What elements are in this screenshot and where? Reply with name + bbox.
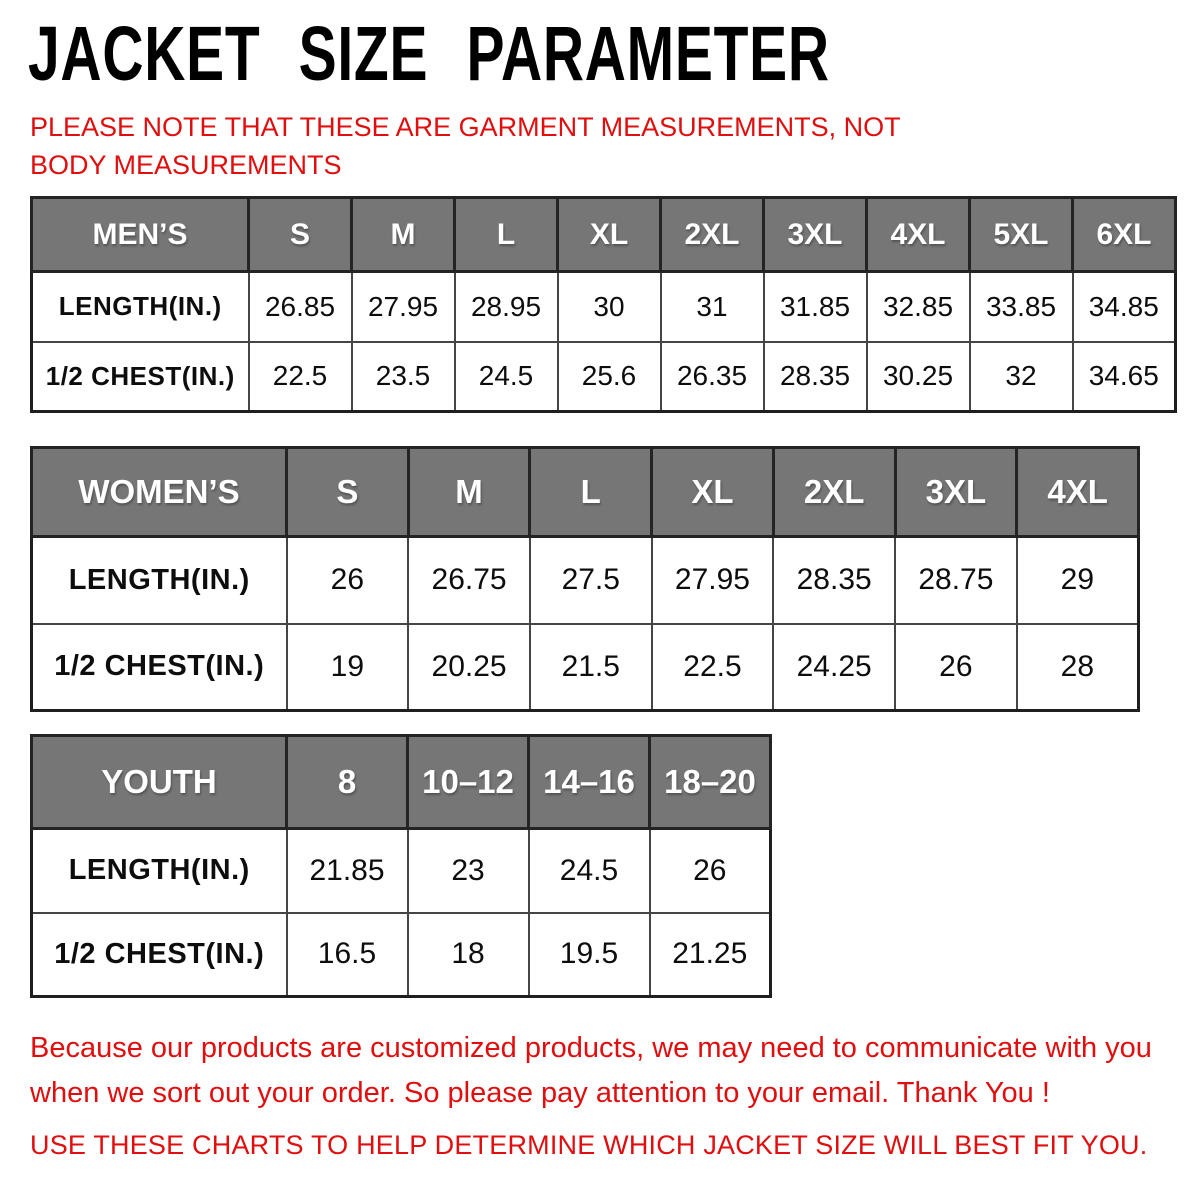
measure-cell: 27.5 (530, 537, 652, 624)
mens-table-title: MEN’S (32, 198, 249, 272)
measure-cell: 28 (1017, 624, 1139, 711)
measure-cell: 23 (408, 829, 529, 913)
youth-table-title: YOUTH (32, 736, 287, 829)
measure-cell: 21.85 (287, 829, 408, 913)
size-header: 4XL (867, 198, 970, 272)
measure-cell: 26 (650, 829, 771, 913)
measure-cell: 29 (1017, 537, 1139, 624)
size-header: 3XL (764, 198, 867, 272)
measure-cell: 34.65 (1073, 342, 1176, 412)
measure-cell: 19.5 (529, 913, 650, 997)
size-header: 2XL (773, 448, 895, 537)
row-label: LENGTH(IN.) (32, 829, 287, 913)
measure-cell: 26 (287, 537, 409, 624)
customization-notice: Because our products are customized products, we may need to communicate with you when we sort out your order. So please pay attention to your email. Thank You ! (30, 1032, 1152, 1109)
measure-cell: 24.5 (529, 829, 650, 913)
size-header: 10–12 (408, 736, 529, 829)
measure-cell: 32 (970, 342, 1073, 412)
measure-cell: 21.5 (530, 624, 652, 711)
measure-cell: 30 (558, 272, 661, 342)
measure-cell: 26.75 (408, 537, 530, 624)
measure-cell: 28.35 (773, 537, 895, 624)
size-header: XL (652, 448, 774, 537)
measure-cell: 26 (895, 624, 1017, 711)
page-title: JACKET SIZE PARAMETER (28, 11, 830, 97)
youth-header-row (32, 736, 771, 829)
size-header: 8 (287, 736, 408, 829)
measure-cell: 20.25 (408, 624, 530, 711)
measure-cell: 28.35 (764, 342, 867, 412)
measure-cell: 23.5 (352, 342, 455, 412)
mens-length-row (32, 272, 1176, 342)
measure-cell: 31 (661, 272, 764, 342)
row-label: LENGTH(IN.) (32, 537, 287, 624)
size-header: 14–16 (529, 736, 650, 829)
measure-cell: 22.5 (652, 624, 774, 711)
youth-length-row (32, 829, 771, 913)
youth-chest-row (32, 913, 771, 997)
womens-size-table (30, 446, 1140, 712)
womens-table-title: WOMEN’S (32, 448, 287, 537)
measure-cell: 27.95 (352, 272, 455, 342)
measure-cell: 26.35 (661, 342, 764, 412)
size-header: M (352, 198, 455, 272)
size-header: L (530, 448, 652, 537)
measure-cell: 31.85 (764, 272, 867, 342)
measure-cell: 16.5 (287, 913, 408, 997)
youth-size-table (30, 734, 772, 998)
measure-cell: 33.85 (970, 272, 1073, 342)
measure-cell: 22.5 (249, 342, 352, 412)
chart-usage-note: USE THESE CHARTS TO HELP DETERMINE WHICH JACKET SIZE WILL BEST FIT YOU. (30, 1130, 1148, 1160)
size-header: 3XL (895, 448, 1017, 537)
measure-cell: 25.6 (558, 342, 661, 412)
row-label: LENGTH(IN.) (32, 272, 249, 342)
size-header: M (408, 448, 530, 537)
size-header: 5XL (970, 198, 1073, 272)
womens-header-row (32, 448, 1139, 537)
measure-cell: 21.25 (650, 913, 771, 997)
row-label: 1/2 CHEST(IN.) (32, 624, 287, 711)
size-header: S (287, 448, 409, 537)
womens-length-row (32, 537, 1139, 624)
row-label: 1/2 CHEST(IN.) (32, 342, 249, 412)
size-header: XL (558, 198, 661, 272)
size-header: 18–20 (650, 736, 771, 829)
measure-cell: 18 (408, 913, 529, 997)
size-header: 6XL (1073, 198, 1176, 272)
mens-size-table (30, 196, 1177, 413)
size-header: 2XL (661, 198, 764, 272)
size-header: 4XL (1017, 448, 1139, 537)
measure-cell: 24.25 (773, 624, 895, 711)
measure-cell: 30.25 (867, 342, 970, 412)
row-label: 1/2 CHEST(IN.) (32, 913, 287, 997)
size-header: L (455, 198, 558, 272)
measure-cell: 28.75 (895, 537, 1017, 624)
measure-cell: 28.95 (455, 272, 558, 342)
measure-cell: 27.95 (652, 537, 774, 624)
garment-measurement-note: PLEASE NOTE THAT THESE ARE GARMENT MEASUREMENTS, NOT BODY MEASUREMENTS (30, 112, 901, 181)
mens-header-row (32, 198, 1176, 272)
size-header: S (249, 198, 352, 272)
womens-chest-row (32, 624, 1139, 711)
mens-chest-row (32, 342, 1176, 412)
measure-cell: 34.85 (1073, 272, 1176, 342)
measure-cell: 32.85 (867, 272, 970, 342)
measure-cell: 24.5 (455, 342, 558, 412)
measure-cell: 26.85 (249, 272, 352, 342)
measure-cell: 19 (287, 624, 409, 711)
